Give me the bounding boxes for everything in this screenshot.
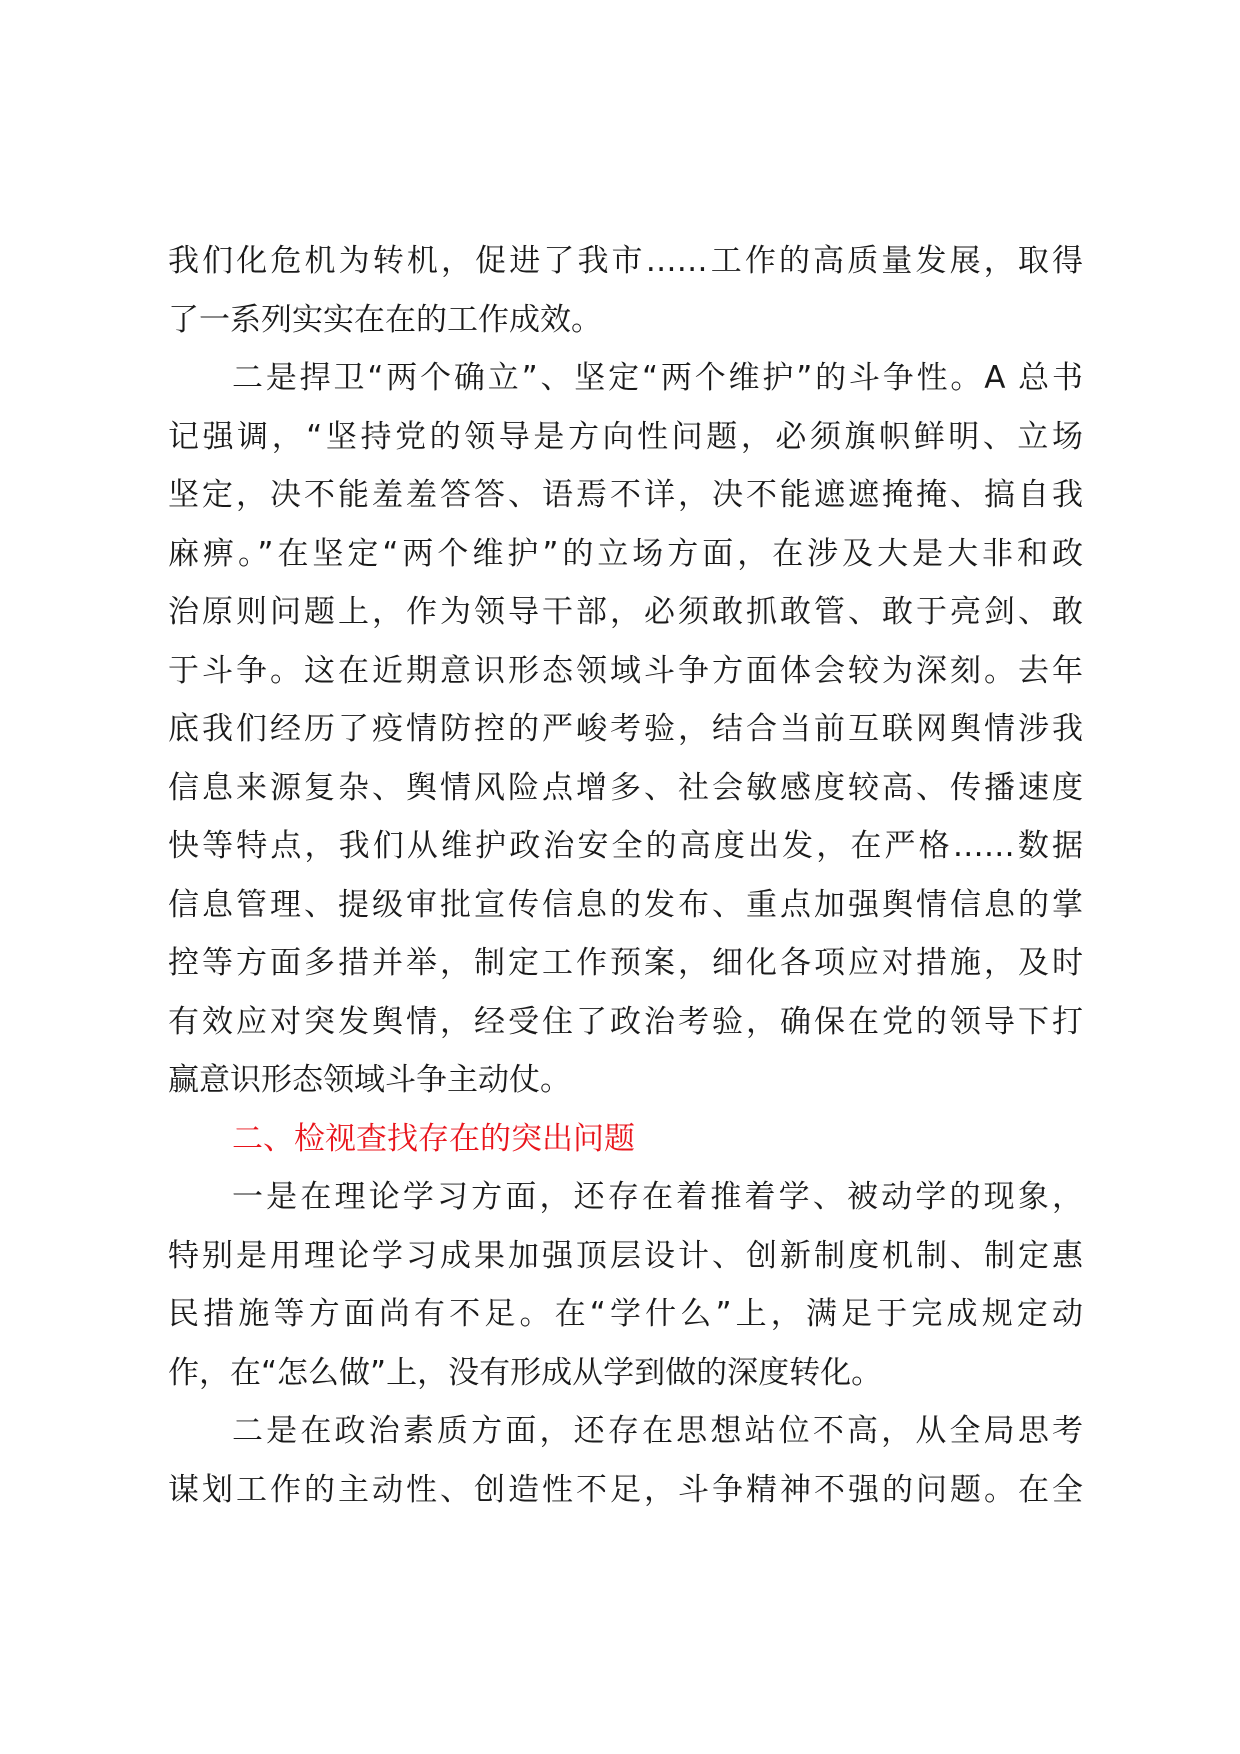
body-line: 民措施等方面尚有不足。在“学什么”上，满足于完成规定动 xyxy=(168,1296,1083,1332)
body-line: 底我们经历了疫情防控的严峻考验，结合当前互联网舆情涉我 xyxy=(168,711,1083,747)
body-line: 谋划工作的主动性、创造性不足，斗争精神不强的问题。在全 xyxy=(168,1471,1083,1508)
body-line: 特别是用理论学习成果加强顶层设计、创新制度机制、制定惠 xyxy=(168,1237,1083,1274)
body-line: 信息来源复杂、舆情风险点增多、社会敏感度较高、传播速度 xyxy=(168,769,1083,806)
body-line: 了一系列实实在在的工作成效。 xyxy=(168,301,602,338)
paragraph-start-line: 二是捍卫“两个确立”、坚定“两个维护”的斗争性。A 总书 xyxy=(232,360,1083,396)
body-line: 控等方面多措并举，制定工作预案，细化各项应对措施，及时 xyxy=(168,945,1083,981)
section-heading: 二、检视查找存在的突出问题 xyxy=(232,1120,635,1157)
body-line: 信息管理、提级审批宣传信息的发布、重点加强舆情信息的掌 xyxy=(168,886,1083,923)
paragraph-start-line: 一是在理论学习方面，还存在着推着学、被动学的现象， xyxy=(232,1179,1083,1215)
body-line: 麻痹。”在坚定“两个维护”的立场方面，在涉及大是大非和政 xyxy=(168,535,1083,572)
body-line: 快等特点，我们从维护政治安全的高度出发，在严格……数据 xyxy=(168,828,1083,864)
body-line: 作，在“怎么做”上，没有形成从学到做的深度转化。 xyxy=(168,1354,883,1391)
body-line: 有效应对突发舆情，经受住了政治考验，确保在党的领导下打 xyxy=(168,1003,1083,1040)
body-line: 治原则问题上，作为领导干部，必须敢抓敢管、敢于亮剑、敢 xyxy=(168,594,1083,630)
body-line: 记强调，“坚持党的领导是方向性问题，必须旗帜鲜明、立场 xyxy=(168,418,1083,455)
body-line: 赢意识形态领域斗争主动仗。 xyxy=(168,1062,571,1098)
body-line: 于斗争。这在近期意识形态领域斗争方面体会较为深刻。去年 xyxy=(168,652,1083,689)
body-line: 坚定，决不能羞羞答答、语焉不详，决不能遮遮掩掩、搞自我 xyxy=(168,477,1083,513)
paragraph-start-line: 二是在政治素质方面，还存在思想站位不高，从全局思考 xyxy=(232,1413,1083,1449)
document-body xyxy=(168,232,1083,1519)
body-line: 我们化危机为转机，促进了我市……工作的高质量发展，取得 xyxy=(168,243,1083,279)
